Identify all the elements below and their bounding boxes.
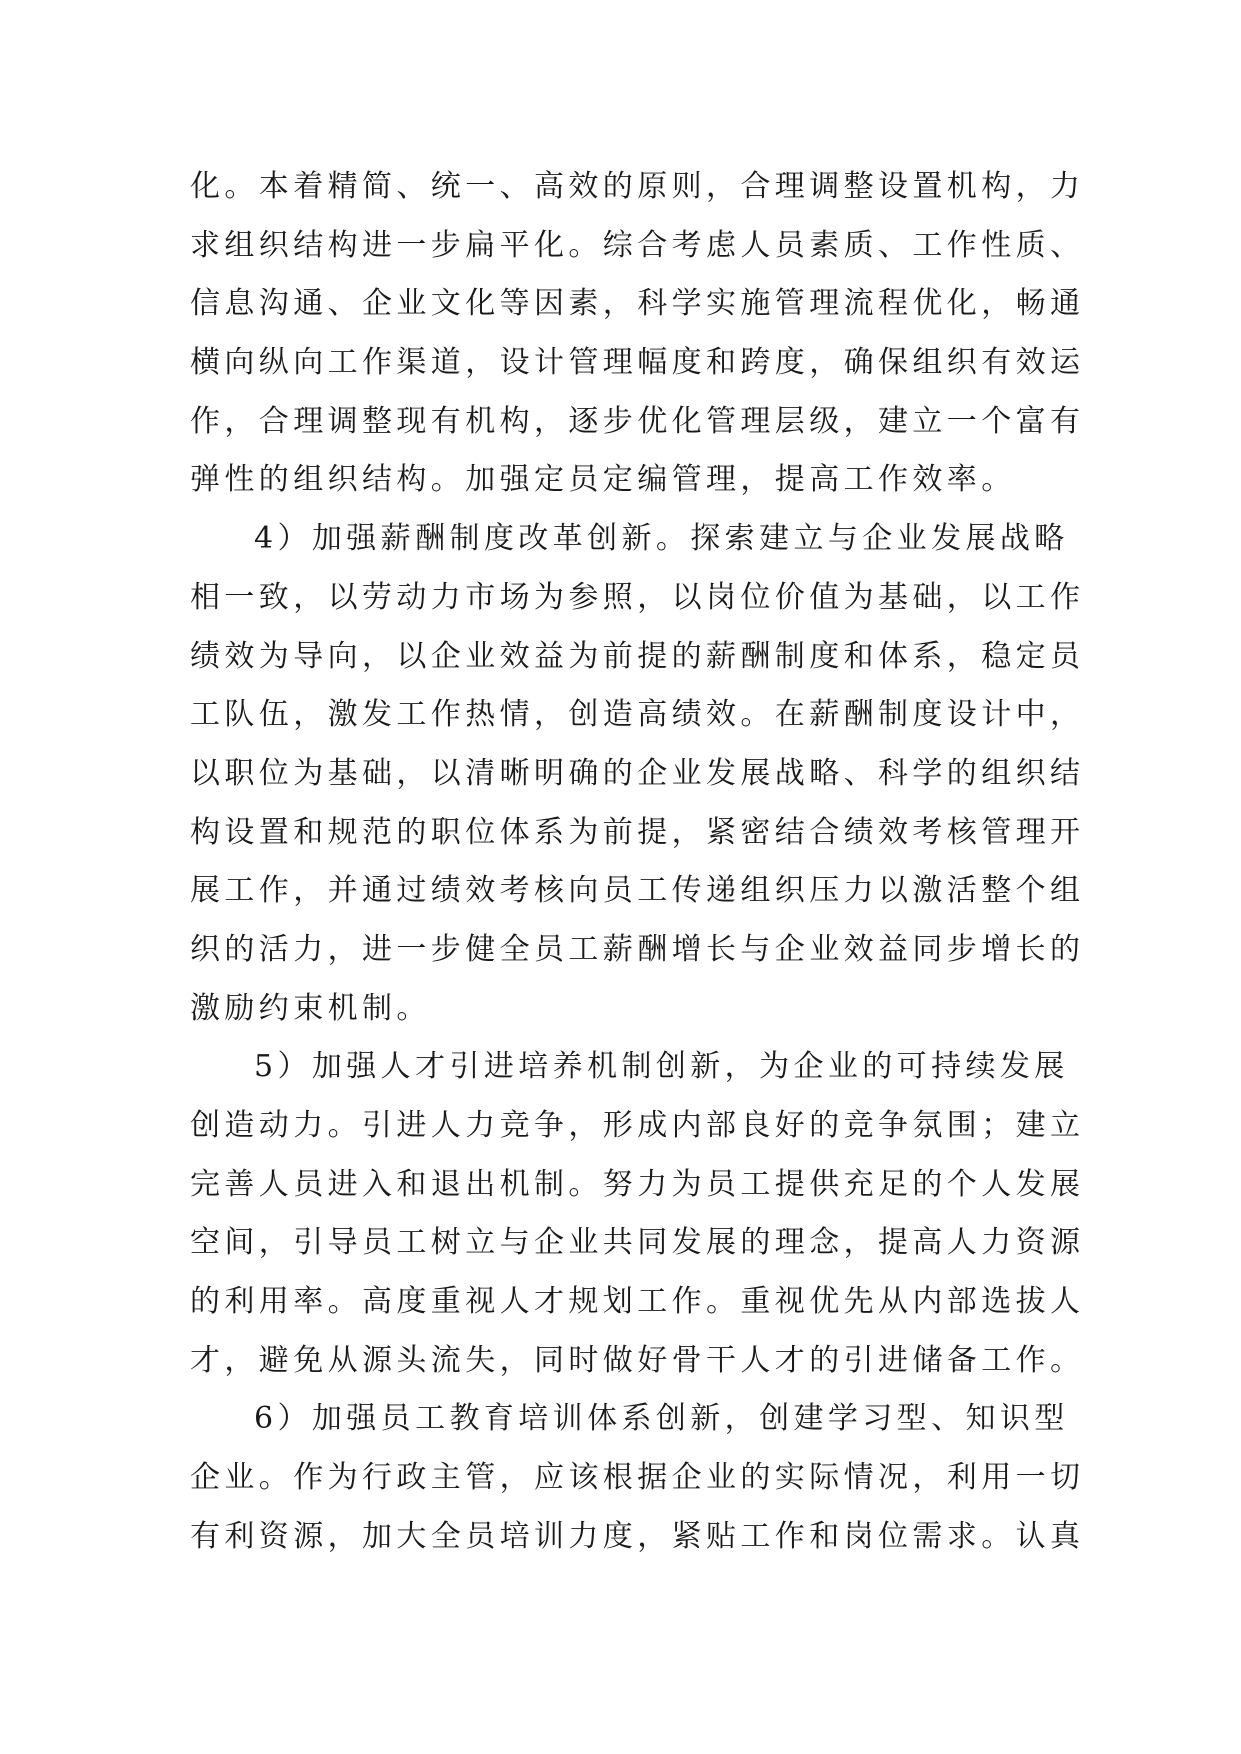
text-line: 才，避免从源头流失，同时做好骨干人才的引进储备工作。: [190, 1342, 1085, 1378]
text-line: 弹性的组织结构。加强定员定编管理，提高工作效率。: [190, 462, 1016, 498]
text-line: 求组织结构进一步扁平化。综合考虑人员素质、工作性质、: [190, 227, 1085, 263]
text-line: 作，合理调整现有机构，逐步优化管理层级，建立一个富有: [190, 403, 1085, 439]
paragraph-first-line: 4）加强薪酬制度改革创新。探索建立与企业发展战略: [254, 521, 1069, 557]
text-line: 横向纵向工作渠道，设计管理幅度和跨度，确保组织有效运: [190, 345, 1085, 381]
paragraph-first-line: 6）加强员工教育培训体系创新，创建学习型、知识型: [254, 1401, 1069, 1437]
text-line: 以职位为基础，以清晰明确的企业发展战略、科学的组织结: [190, 755, 1085, 791]
text-line: 企业。作为行政主管，应该根据企业的实际情况，利用一切: [190, 1460, 1085, 1496]
text-line: 完善人员进入和退出机制。努力为员工提供充足的个人发展: [190, 1166, 1085, 1202]
text-line: 展工作，并通过绩效考核向员工传递组织压力以激活整个组: [190, 873, 1085, 909]
text-line: 创造动力。引进人力竞争，形成内部良好的竞争氛围；建立: [190, 1108, 1085, 1143]
text-line: 相一致，以劳动力市场为参照，以岗位价值为基础，以工作: [190, 579, 1085, 615]
text-line: 化。本着精简、统一、高效的原则，合理调整设置机构，力: [190, 169, 1085, 204]
text-line: 空间，引导员工树立与企业共同发展的理念，提高人力资源: [190, 1225, 1085, 1261]
paragraph-first-line: 5）加强人才引进培养机制创新，为企业的可持续发展: [254, 1049, 1069, 1085]
text-line: 的利用率。高度重视人才规划工作。重视优先从内部选拔人: [190, 1284, 1085, 1320]
text-line: 信息沟通、企业文化等因素，科学实施管理流程优化，畅通: [190, 286, 1085, 322]
text-line: 激励约束机制。: [190, 990, 431, 1026]
text-line: 有利资源，加大全员培训力度，紧贴工作和岗位需求。认真: [190, 1518, 1085, 1554]
body-text: [190, 158, 1085, 1567]
text-line: 绩效为导向，以企业效益为前提的薪酬制度和体系，稳定员: [190, 638, 1085, 674]
text-line: 工队伍，激发工作热情，创造高绩效。在薪酬制度设计中，: [190, 697, 1085, 733]
text-line: 织的活力，进一步健全员工薪酬增长与企业效益同步增长的: [190, 931, 1085, 967]
text-line: 构设置和规范的职位体系为前提，紧密结合绩效考核管理开: [190, 814, 1085, 850]
